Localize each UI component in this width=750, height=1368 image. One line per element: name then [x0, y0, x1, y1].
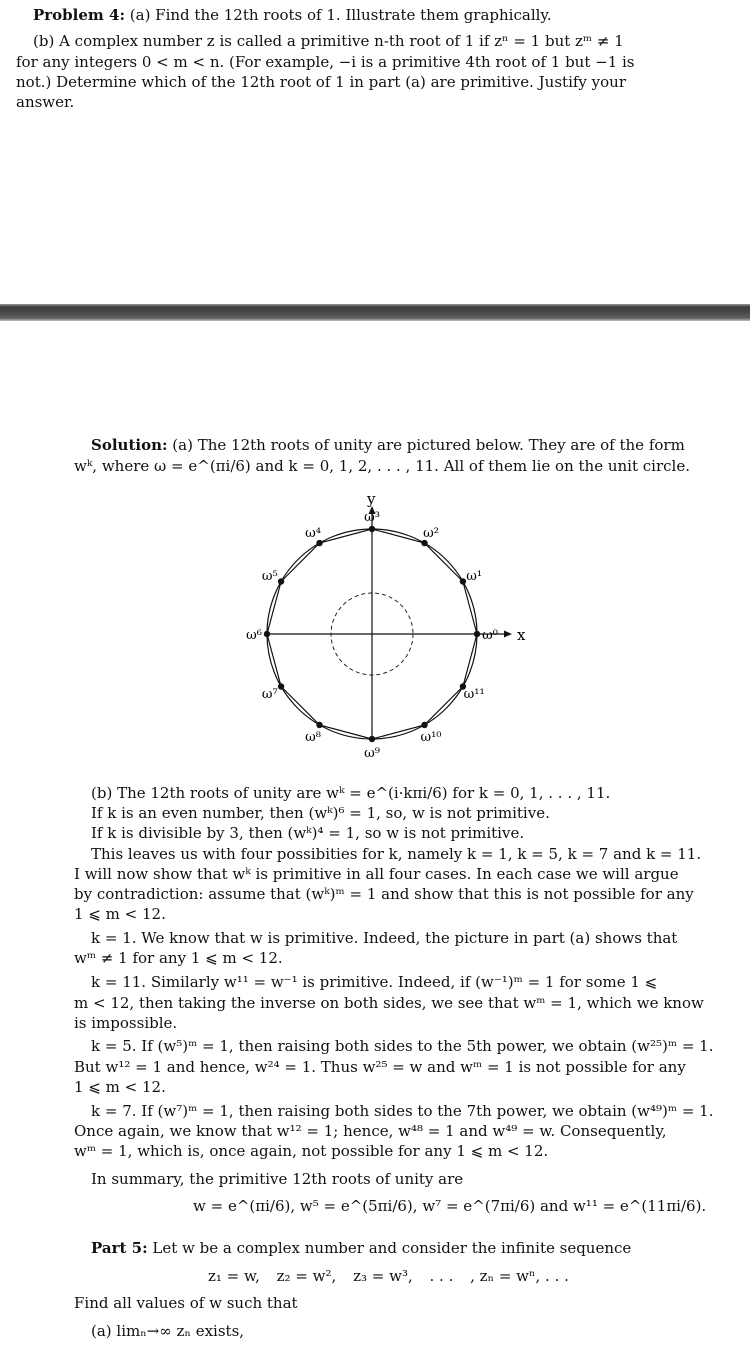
solution-part-b-line: wᵐ = 1, which is, once again, not possible for any 1 ⩽ m < 12.	[74, 1142, 549, 1160]
roots-of-unity-figure	[0, 488, 750, 768]
solution-part-b-line: k = 11. Similarly w¹¹ = w⁻¹ is primitive. Indeed, if (w⁻¹)ᵐ = 1 for some 1 ⩽	[91, 973, 658, 991]
sequence-formula	[208, 1266, 569, 1286]
solution-part-b-line: wᵐ ≠ 1 for any 1 ⩽ m < 12.	[74, 949, 283, 967]
problem-part-b-line: answer.	[16, 93, 75, 111]
root-point-8	[316, 722, 322, 728]
solution-part-b-line: is impossible.	[74, 1014, 178, 1032]
root-label-7: ω⁷	[261, 687, 278, 702]
part-5-item-a: (a) limₙ→∞ zₙ exists,	[91, 1322, 245, 1340]
solution-part-b-line: If k is divisible by 3, then (wᵏ)⁴ = 1, so w is not primitive.	[91, 824, 525, 842]
solution-part-b-line: In summary, the primitive 12th roots of unity are	[91, 1170, 464, 1188]
root-label-11: ω¹¹	[463, 687, 485, 702]
x-axis-label: x	[517, 626, 526, 644]
root-point-4	[316, 540, 322, 546]
problem-heading: Problem 4:	[33, 6, 125, 24]
root-label-0: ω⁰	[482, 628, 498, 643]
problem-part-b-line: for any integers 0 < m < n. (For example, −i is a primitive 4th root of 1 but −1 is	[16, 53, 635, 71]
solution-part-b-line: k = 5. If (w⁵)ᵐ = 1, then raising both sides to the 5th power, we obtain (w²⁵)ᵐ = 1.	[91, 1037, 714, 1055]
root-point-10	[421, 722, 427, 728]
root-label-2: ω²	[423, 525, 439, 541]
root-label-3: ω³	[364, 510, 380, 525]
sequence-term: . . .	[429, 1267, 454, 1285]
solution-part-b-line: k = 1. We know that w is primitive. Indeed, the picture in part (a) shows that	[91, 929, 678, 947]
sequence-term: z₂ = w²,	[276, 1267, 337, 1285]
root-label-5: ω⁵	[261, 569, 278, 584]
solution-part-b-line: This leaves us with four possibities for k, namely k = 1, k = 5, k = 7 and k = 11.	[91, 845, 702, 863]
part-5-heading: Part 5:	[91, 1239, 148, 1257]
sequence-term: , zₙ = wⁿ, . . .	[470, 1267, 569, 1285]
root-label-9: ω⁹	[364, 746, 380, 761]
root-label-8: ω⁸	[305, 730, 321, 746]
problem-part-b-line: not.) Determine which of the 12th root of 1 in part (a) are primitive. Justify your	[16, 73, 626, 91]
solution-part-b-line: (b) The 12th roots of unity are wᵏ = e^(i·kπi/6) for k = 0, 1, . . . , 11.	[91, 784, 611, 802]
root-label-4: ω⁴	[305, 525, 321, 541]
summary-formula: w = e^(πi/6), w⁵ = e^(5πi/6), w⁷ = e^(7πi/6) and w¹¹ = e^(11πi/6).	[193, 1197, 707, 1215]
root-label-10: ω¹⁰	[420, 730, 442, 746]
solution-intro-line-1: Solution: (a) The 12th roots of unity are pictured below. They are of the form	[91, 436, 685, 454]
solution-part-b-line: by contradiction: assume that (wᵏ)ᵐ = 1 and show that this is not possible for any	[74, 885, 694, 903]
root-point-9	[369, 736, 375, 742]
problem-part-b-line: (b) A complex number z is called a primitive n-th root of 1 if zⁿ = 1 but zᵐ ≠ 1	[33, 32, 624, 50]
root-point-1	[460, 578, 466, 584]
root-label-6: ω⁶	[246, 628, 262, 643]
sequence-term: z₁ = w,	[208, 1267, 260, 1285]
solution-heading: Solution:	[91, 436, 168, 454]
root-point-5	[278, 578, 284, 584]
x-axis-arrow	[504, 631, 512, 638]
part-5-intro: Part 5: Let w be a complex number and consider the infinite sequence	[91, 1239, 632, 1257]
solution-part-b-line: But w¹² = 1 and hence, w²⁴ = 1. Thus w²⁵ = w and wᵐ = 1 is not possible for any	[74, 1058, 686, 1076]
solution-part-b-line: k = 7. If (w⁷)ᵐ = 1, then raising both sides to the 7th power, we obtain (w⁴⁹)ᵐ = 1.	[91, 1102, 714, 1120]
solution-part-b-line: 1 ⩽ m < 12.	[74, 905, 166, 923]
part-5-find-text: Find all values of w such that	[74, 1294, 298, 1312]
root-point-3	[369, 526, 375, 532]
solution-part-b-line: I will now show that wᵏ is primitive in all four cases. In each case we will argue	[74, 865, 679, 883]
sequence-term: z₃ = w³,	[353, 1267, 413, 1285]
problem-part-a: (a) Find the 12th roots of 1. Illustrate them graphically.	[125, 6, 552, 24]
y-axis-label: y	[367, 490, 376, 508]
section-divider	[0, 304, 750, 321]
solution-intro-line-2: wᵏ, where ω = e^(πi/6) and k = 0, 1, 2, . . . , 11. All of them lie on the unit circle.	[74, 457, 690, 475]
root-point-7	[278, 683, 284, 689]
root-point-2	[421, 540, 427, 546]
solution-part-b-line: Once again, we know that w¹² = 1; hence, w⁴⁸ = 1 and w⁴⁹ = w. Consequently,	[74, 1122, 667, 1140]
root-point-6	[264, 631, 270, 637]
root-point-0	[474, 631, 480, 637]
solution-part-b-line: 1 ⩽ m < 12.	[74, 1078, 166, 1096]
solution-part-b-line: If k is an even number, then (wᵏ)⁶ = 1, so, w is not primitive.	[91, 804, 550, 822]
problem-4-line-1	[33, 5, 552, 25]
solution-part-b-line: m < 12, then taking the inverse on both sides, we see that wᵐ = 1, which we know	[74, 994, 704, 1012]
root-label-1: ω¹	[466, 569, 483, 584]
